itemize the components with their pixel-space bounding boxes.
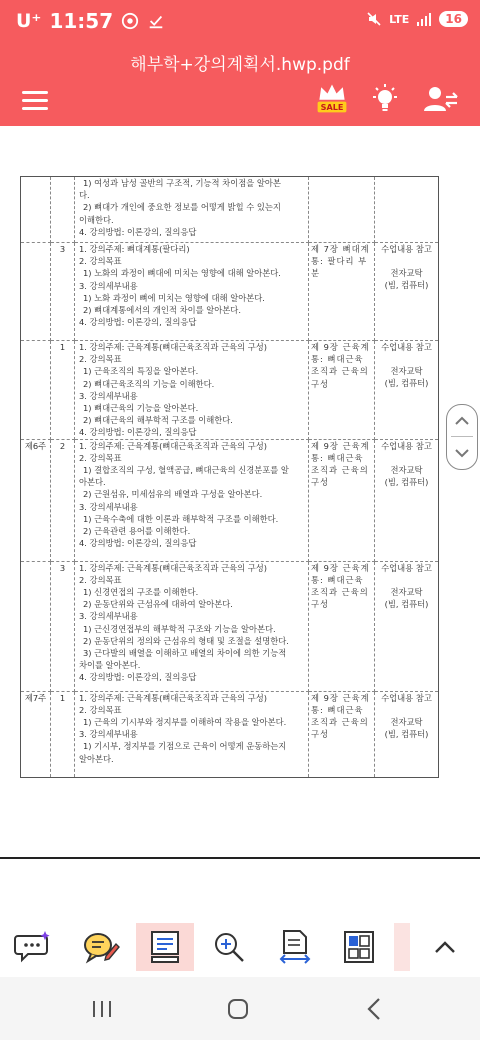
materials-cell [375,691,439,777]
content-line: 1) 결합조직의 구성, 혈액공급, 뼈대근육의 신경분포를 알 [83,465,289,476]
battery-level: 16 [439,11,468,27]
materials-line: 전자교탁 [390,464,423,475]
materials-line: 전자교탁 [390,586,423,597]
chapter-cell: 제 7장 뼈대계통: 팔다리 부분 [309,243,375,341]
materials-line: (빔, 컴퓨터) [384,378,429,389]
syllabus-row [21,341,439,440]
zoom-search-icon [212,930,246,964]
materials-cell [375,177,439,243]
week-cell: 제7주 [21,691,51,777]
lecture-content-cell [75,691,309,777]
settings-status-icon [121,12,139,30]
ai-chat-icon [14,930,52,964]
signal-icon [416,12,432,26]
content-line: 알아본다. [79,753,114,764]
content-line: 2. 강의목표 [79,354,122,365]
premium-sale-button[interactable] [314,80,350,116]
thumbnail-grid-icon [343,930,375,964]
materials-line [377,255,436,267]
materials-cell [375,439,439,561]
chapter-cell: 제 9장 근육계통: 뼈대근육조직과 근육의 구성 [309,691,375,777]
scroll-up-button[interactable] [447,406,477,436]
materials-line: 수업내용 참고 [381,440,432,451]
ai-chat-button[interactable] [8,923,58,971]
content-line: 1) 기시부, 정지부를 기점으로 근육이 어떻게 운동하는지 [83,741,287,752]
week-cell: 제6주 [21,439,51,561]
more-tools-edge[interactable] [394,923,410,971]
content-line: 3. 강의세부내용 [79,390,138,401]
materials-line: (빔, 컴퓨터) [384,599,429,610]
document-page [20,176,438,778]
page-view-button[interactable] [136,923,194,971]
content-line: 차이를 알아본다. [79,660,141,671]
content-line: 2) 운동단위와 근섬유에 대하여 알아본다. [83,599,233,610]
lecture-content-cell [75,439,309,561]
sale-badge-text: SALE [320,102,344,113]
content-line: 다. [79,190,90,201]
recent-apps-button[interactable] [82,997,122,1021]
chapter-cell: 제 9장 근육계통: 뼈대근육조직과 근육의 구성 [309,439,375,561]
document-convert-icon [278,929,312,965]
content-line: 3. 강의세부내용 [79,280,138,291]
content-line: 1. 강의주제: 근육계통(뼈대근육조직과 근육의 구성) [79,440,268,451]
content-line: 1) 노화의 과정이 뼈대에 미치는 영향에 대해 알아본다. [83,268,281,279]
content-line: 2) 뼈대근육의 해부학적 구조를 이해한다. [83,415,233,426]
lecture-content-cell [75,341,309,440]
content-line: 아본다. [79,477,106,488]
syllabus-table [20,176,439,778]
materials-line: 수업내용 참고 [381,244,432,254]
search-button[interactable] [204,923,254,971]
lecture-content-cell [75,561,309,691]
content-line: 1) 근육의 기시부와 정지부를 이해하여 작용을 알아본다. [83,717,287,728]
content-line: 1. 강의주제: 근육계통(뼈대근육조직과 근육의 구성) [79,562,268,573]
content-line: 3) 근다발의 배열을 이해하고 배열의 차이에 의한 기능적 [83,648,287,659]
session-number: 2 [51,439,75,561]
materials-line: (빔, 컴퓨터) [384,280,429,291]
chevron-up-icon [454,416,470,426]
recent-apps-icon [91,999,113,1019]
content-line: 1) 근신경연접부의 해부학적 구조와 기능을 알아본다. [83,623,276,634]
materials-line: 수업내용 참고 [381,692,432,703]
materials-line: (빔, 컴퓨터) [384,729,429,740]
content-line: 1) 뼈대근육의 기능을 알아본다. [83,403,199,414]
bottom-toolbar [0,919,480,977]
session-number: 3 [51,561,75,691]
session-number: 1 [51,691,75,777]
session-number [51,177,75,243]
content-line: 2) 근원섬유, 미세섬유의 배열과 구성을 알아본다. [83,489,263,500]
materials-cell [375,243,439,341]
content-line: 2) 근육관련 용어를 이해한다. [83,526,191,537]
home-icon [226,997,250,1021]
content-line: 1. 강의주제: 뼈대계통(팔다리) [79,244,190,254]
lightbulb-icon[interactable] [368,82,402,116]
back-button[interactable] [354,997,394,1021]
week-cell [21,561,51,691]
comment-icon [82,930,120,964]
content-line: 1. 강의주제: 근육계통(뼈대근육조직과 근육의 구성) [79,342,268,352]
lecture-content-cell [75,243,309,341]
content-line: 1. 강의주제: 근육계통(뼈대근육조직과 근육의 구성) [79,692,268,703]
materials-line [377,704,436,716]
week-cell [21,177,51,243]
scroll-down-button[interactable] [447,438,477,468]
content-line: 2. 강의목표 [79,704,122,715]
chapter-cell: 제 9장 근육계통: 뼈대근육조직과 근육의 구성 [309,561,375,691]
chevron-down-icon [454,448,470,458]
content-line: 3. 강의세부내용 [79,501,138,512]
materials-line: (빔, 컴퓨터) [384,477,429,488]
chapter-cell [309,177,375,243]
document-title: 해부학+강의계획서.hwp.pdf [130,55,350,75]
convert-button[interactable] [270,923,320,971]
week-cell [21,341,51,440]
thumbnail-button[interactable] [334,923,384,971]
syllabus-row [21,561,439,691]
materials-line: 전자교탁 [390,716,423,727]
content-line: 1) 노화 과정이 뼈에 미치는 영향에 대해 알아본다. [83,292,265,303]
content-line: 1) 근육조직의 특징을 알아본다. [83,366,199,377]
home-button[interactable] [218,997,258,1021]
content-line: 4. 강의방법: 이론강의, 질의응답 [79,317,197,328]
content-line: 4. 강의방법: 이론강의, 질의응답 [79,672,197,683]
lecture-content-cell [75,177,309,243]
content-line: 2. 강의목표 [79,256,122,267]
content-line: 1) 근육수축에 대한 이론과 해부학적 구조를 이해한다. [83,513,279,524]
system-nav-bar [0,977,480,1040]
content-line: 2) 뼈대계통에서의 개인적 차이를 알아본다. [83,305,241,316]
back-arrow-icon [366,997,382,1021]
content-line: 이해한다. [79,214,114,225]
materials-line [377,452,436,464]
network-type: LTE [389,12,410,26]
week-cell [21,243,51,341]
content-line: 3. 강의세부내용 [79,729,138,740]
expand-toolbar-button[interactable] [420,923,470,971]
syllabus-row [21,691,439,777]
menu-button[interactable] [22,91,48,111]
materials-line [377,574,436,586]
document-view-icon [149,930,181,964]
materials-line: 전자교탁 [390,268,423,279]
chevron-up-icon [434,940,456,954]
session-number: 1 [51,341,75,440]
materials-line [377,353,436,365]
syllabus-row [21,439,439,561]
status-bar [0,0,480,40]
content-line: 3. 강의세부내용 [79,611,138,622]
download-done-icon [147,12,165,30]
content-line: 1) 여성과 남성 골반의 구조적, 기능적 차이점을 알아본 [83,178,281,188]
mute-icon [366,11,382,27]
materials-line: 전자교탁 [390,366,423,377]
content-line: 4. 강의방법: 이론강의, 질의응답 [79,427,197,438]
syllabus-row [21,177,439,243]
materials-line: 수업내용 참고 [381,342,432,352]
materials-cell [375,561,439,691]
materials-line: 수업내용 참고 [381,562,432,573]
session-number: 3 [51,243,75,341]
app-bar [0,40,480,126]
materials-cell [375,341,439,440]
syllabus-row [21,243,439,341]
content-line: 2. 강의목표 [79,574,122,585]
next-page-area [0,859,480,919]
chapter-cell: 제 9장 근육계통: 뼈대근육조직과 근육의 구성 [309,341,375,440]
comment-button[interactable] [76,923,126,971]
content-line: 2) 뼈대근육조직의 기능을 이해한다. [83,378,215,389]
content-line: 4. 강의방법: 이론강의, 질의응답 [79,538,197,549]
content-line: 2) 뼈대가 개인에 중요한 정보를 어떻게 밝힐 수 있는지 [83,202,281,213]
account-switch-icon[interactable] [424,85,458,113]
content-line: 2. 강의목표 [79,452,122,463]
page-scroll-control [446,404,478,470]
content-line: 2) 운동단위의 정의와 근섬유의 형태 및 조절을 설명한다. [83,635,289,646]
content-line: 4. 강의방법: 이론강의, 질의응답 [79,226,197,237]
content-line: 1) 신경연접의 구조를 이해한다. [83,587,199,598]
clock: 11:57 [49,9,114,33]
carrier-label: U⁺ [16,10,42,32]
